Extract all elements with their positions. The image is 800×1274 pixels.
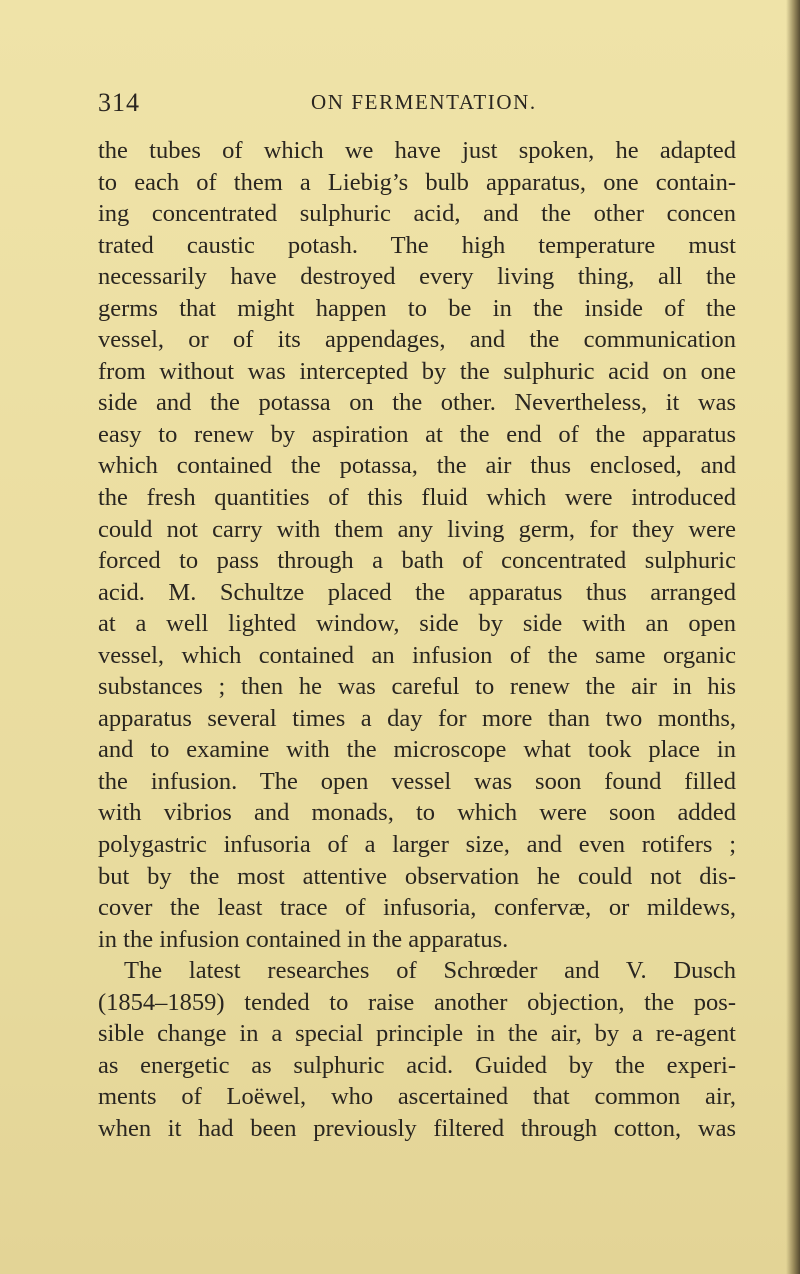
- text-line: vessel, which contained an infusion of the same organic: [98, 641, 736, 669]
- text-line: easy to renew by aspiration at the end of the apparatus: [98, 420, 736, 448]
- text-line: (1854–1859) tended to raise another objection, the pos-: [98, 988, 736, 1016]
- text-line: forced to pass through a bath of concentrated sulphuric: [98, 547, 736, 575]
- text-line: substances ; then he was careful to renew the air in his: [98, 673, 736, 701]
- text-line: in the infusion contained in the apparatus.: [98, 925, 509, 953]
- body-text: [98, 135, 736, 1145]
- text-line: and to examine with the microscope what took place in: [98, 736, 736, 764]
- text-line: acid. M. Schultze placed the apparatus thus arranged: [98, 578, 736, 606]
- text-line: necessarily have destroyed every living thing, all the: [98, 263, 736, 291]
- text-line: apparatus several times a day for more than two months,: [98, 704, 736, 732]
- page-header: [98, 88, 738, 124]
- text-line: but by the most attentive observation he could not dis-: [98, 862, 736, 890]
- text-line: germs that might happen to be in the inside of the: [98, 294, 736, 322]
- text-line: from without was intercepted by the sulphuric acid on one: [98, 357, 736, 385]
- text-line: the infusion. The open vessel was soon found filled: [98, 767, 736, 795]
- text-line: could not carry with them any living germ, for they were: [98, 515, 736, 543]
- text-line: which contained the potassa, the air thus enclosed, and: [98, 452, 736, 480]
- text-line: vessel, or of its appendages, and the communication: [98, 326, 736, 354]
- running-title: ON FERMENTATION.: [311, 90, 537, 114]
- text-line: with vibrios and monads, to which were soon added: [98, 799, 736, 827]
- text-line: when it had been previously filtered through cotton, was: [98, 1114, 736, 1142]
- text-line: polygastric infusoria of a larger size, and even rotifers ;: [98, 831, 736, 859]
- text-line: cover the least trace of infusoria, confervæ, or mildews,: [98, 894, 736, 922]
- text-line: The latest researches of Schrœder and V. Dusch: [124, 957, 736, 985]
- text-line: the tubes of which we have just spoken, he adapted: [98, 137, 736, 164]
- text-line: the fresh quantities of this fluid which were introduced: [98, 484, 736, 512]
- text-line: as energetic as sulphuric acid. Guided by the experi-: [98, 1051, 736, 1079]
- text-line: sible change in a special principle in the air, by a re-agent: [98, 1020, 736, 1048]
- page-number: 314: [98, 88, 140, 117]
- text-line: side and the potassa on the other. Nevertheless, it was: [98, 389, 736, 417]
- text-line: to each of them a Liebig’s bulb apparatus, one contain-: [98, 168, 736, 196]
- text-line: trated caustic potash. The high temperature must: [98, 231, 736, 259]
- text-line: at a well lighted window, side by side with an open: [98, 610, 736, 638]
- page-edge-shadow: [786, 0, 800, 1274]
- text-line: ments of Loëwel, who ascertained that common air,: [98, 1083, 736, 1111]
- text-line: ing concentrated sulphuric acid, and the other concen: [98, 200, 736, 228]
